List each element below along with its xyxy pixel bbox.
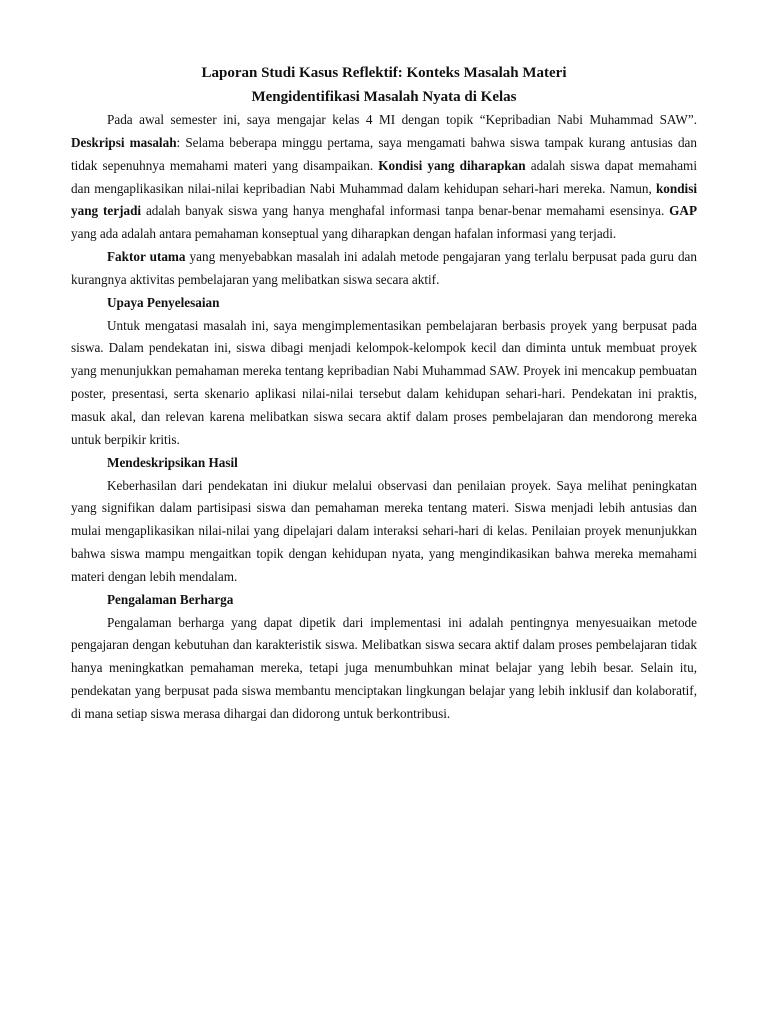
document-title xyxy=(71,62,697,109)
intro-text-1: Pada awal semester ini, saya mengajar kelas 4 MI dengan topik “Kepribadian Nabi Muhammad SAW”. xyxy=(107,112,697,127)
section-text-upaya: Untuk mengatasi masalah ini, saya mengimplementasikan pembelajaran berbasis proyek yang berpusat pada siswa. Dalam pendekatan ini, siswa dibagi menjadi kelompok-kelompok kecil dan diminta untuk membuat proyek yang menunjukkan pemahaman mereka tentang kepribadian Nabi Muhammad SAW. Proyek ini mencakup pembuatan poster, presentasi, serta skenario aplikasi nilai-nilai tersebut dalam kehidupan sehari-hari. Pendekatan ini praktis, masuk akal, dan relevan karena melibatkan siswa secara aktif dalam proses pembelajaran dan mendorong mereka untuk berpikir kritis. xyxy=(71,317,697,447)
intro-text-5: yang ada adalah antara pemahaman konseptual yang diharapkan dengan hafalan informasi yang terjadi. xyxy=(71,226,617,242)
title-line-1: Laporan Studi Kasus Reflektif: Konteks Masalah Materi xyxy=(201,65,567,81)
intro-text-3: adalah siswa dapat memahami dan mengaplikasikan nilai-nilai kepribadian Nabi Muhammad dalam kehidupan sehari-hari mereka. Namun, xyxy=(71,157,697,196)
section-heading-hasil: Mendeskripsikan Hasil xyxy=(107,454,238,470)
section-heading-upaya: Upaya Penyelesaian xyxy=(107,294,220,310)
kondisi-diharapkan-label: Kondisi yang diharapkan xyxy=(378,157,526,173)
deskripsi-masalah-label: Deskripsi masalah xyxy=(71,134,177,150)
kondisi-terjadi-label: kondisi yang terjadi xyxy=(71,180,697,219)
faktor-utama-label: Faktor utama xyxy=(107,249,186,265)
intro-paragraph xyxy=(71,109,697,246)
intro-text-2: : Selama beberapa minggu pertama, saya mengamati bahwa siswa tampak kurang antusias dan tidak sepenuhnya memahami materi yang disampaikan. xyxy=(71,134,697,173)
gap-label: GAP xyxy=(669,203,697,219)
faktor-paragraph xyxy=(71,246,697,292)
section-text-hasil: Keberhasilan dari pendekatan ini diukur melalui observasi dan penilaian proyek. Saya melihat peningkatan yang signifikan dalam partisipasi siswa dan pemahaman mereka tentang materi. Siswa menjadi lebih antusias dan mulai mengaplikasikan nilai-nilai yang dipelajari dalam interaksi sehari-hari di kelas. Penilaian proyek menunjukkan bahwa siswa mampu mengaitkan topik dengan kehidupan nyata, yang mengindikasikan bahwa mereka memahami materi dengan lebih mendalam. xyxy=(71,477,697,584)
document-page xyxy=(71,62,697,726)
section-text-pengalaman: Pengalaman berharga yang dapat dipetik dari implementasi ini adalah pentingnya menyesuaikan metode pengajaran dengan kebutuhan dan karakteristik siswa. Melibatkan siswa secara aktif dalam proses pembelajaran tidak hanya meningkatkan pemahaman mereka, tetapi juga menumbuhkan minat belajar yang lebih besar. Selain itu, pendekatan yang berpusat pada siswa membantu menciptakan lingkungan belajar yang lebih inklusif dan kolaboratif, di mana setiap siswa merasa dihargai dan didorong untuk berkontribusi. xyxy=(71,614,697,721)
title-line-2: Mengidentifikasi Masalah Nyata di Kelas xyxy=(251,88,517,105)
intro-text-4: adalah banyak siswa yang hanya menghafal informasi tanpa benar-benar memahami esensinya. xyxy=(141,203,670,219)
faktor-text: yang menyebabkan masalah ini adalah metode pengajaran yang terlalu berpusat pada guru dan kurangnya aktivitas pembelajaran yang melibatkan siswa secara aktif. xyxy=(71,249,698,287)
section-heading-pengalaman: Pengalaman Berharga xyxy=(107,591,234,607)
